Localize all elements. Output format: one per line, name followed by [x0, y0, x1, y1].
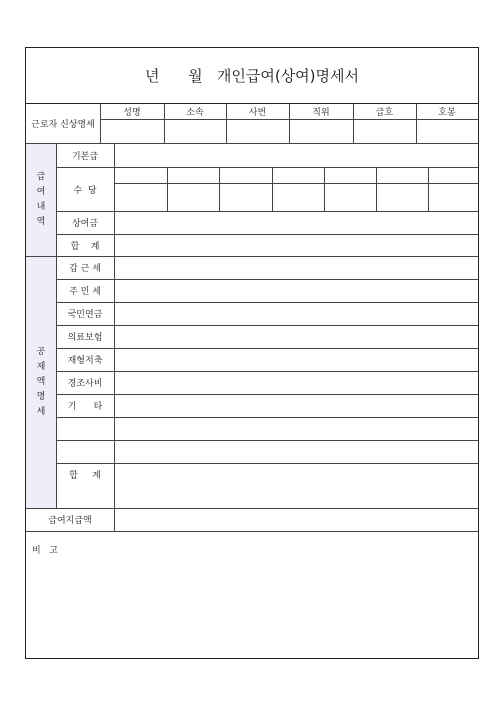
deductions-row-label: 합 계 — [69, 470, 101, 481]
deductions-row-label: 경조사비 — [67, 379, 103, 389]
form-title: 년 월 개인급여(상여)명세서 — [26, 48, 478, 104]
earnings-section-label-char: 역 — [36, 216, 46, 227]
info-column-header: 호봉 — [438, 108, 456, 118]
earnings-section-label — [26, 143, 56, 256]
deductions-value-cell[interactable] — [115, 348, 478, 371]
allowance-subgrid-column — [324, 167, 325, 211]
remarks-area[interactable] — [26, 558, 478, 658]
earnings-value-cell[interactable] — [115, 211, 478, 234]
info-value-cell[interactable] — [100, 119, 164, 143]
deductions-row-label: 국민연금 — [67, 310, 103, 320]
deductions-row-label — [56, 417, 114, 440]
earnings-row-label: 합 계 — [70, 241, 100, 252]
deductions-value-cell[interactable] — [115, 463, 478, 485]
earnings-row-label: 기본급 — [71, 151, 99, 162]
info-column-header: 급호 — [375, 108, 394, 118]
earnings-row-label: 상여금 — [71, 219, 99, 229]
allowance-subgrid-column — [219, 167, 220, 211]
info-value-cell[interactable] — [289, 119, 353, 143]
deductions-value-cell[interactable] — [115, 279, 478, 302]
deductions-value-cell[interactable] — [115, 256, 478, 279]
deductions-value-cell[interactable] — [115, 371, 478, 394]
deductions-section-label-char: 세 — [36, 406, 46, 417]
deductions-row-label: 의료보험 — [67, 333, 103, 343]
earnings-value-cell[interactable] — [115, 143, 478, 167]
allowance-subgrid-column — [167, 167, 168, 211]
deductions-section-label-char: 명 — [36, 391, 46, 402]
earnings-value-cell[interactable] — [115, 234, 478, 256]
deductions-row-label: 갑 근 세 — [69, 264, 101, 274]
employee-info-label: 근로자 신상명세 — [31, 120, 95, 130]
deductions-section-label-char: 공 — [36, 346, 46, 357]
earnings-row-label: 수 당 — [73, 185, 97, 196]
deductions-value-cell[interactable] — [115, 440, 478, 463]
remarks-label: 비 고 — [32, 545, 58, 556]
deductions-section-label-char: 액 — [36, 376, 46, 387]
info-value-cell[interactable] — [164, 119, 226, 143]
net-pay-value-cell[interactable] — [115, 508, 478, 531]
pay-statement-form — [25, 47, 479, 659]
net-pay-label: 급여지급액 — [48, 516, 92, 526]
deductions-section-label-char: 제 — [36, 361, 46, 372]
deductions-value-cell[interactable] — [115, 417, 478, 440]
deductions-value-cell[interactable] — [115, 394, 478, 417]
net-pay-bottom-border — [26, 531, 478, 532]
deductions-value-cell[interactable] — [115, 302, 478, 325]
allowance-subgrid-column — [272, 167, 273, 211]
allowance-subgrid-column — [428, 167, 429, 211]
info-value-cell[interactable] — [353, 119, 416, 143]
deductions-section-label — [26, 256, 56, 508]
earnings-value-cell[interactable] — [115, 167, 478, 211]
deductions-value-cell[interactable] — [115, 325, 478, 348]
earnings-section-label-char: 내 — [36, 201, 46, 212]
deductions-row-label: 기 타 — [67, 402, 103, 412]
allowance-subgrid-divider — [114, 183, 478, 184]
info-column-header: 사번 — [248, 108, 267, 118]
info-value-cell[interactable] — [416, 119, 478, 143]
earnings-section-label-char: 여 — [36, 186, 46, 197]
allowance-subgrid-column — [376, 167, 377, 211]
info-column-header: 성명 — [123, 108, 141, 118]
info-column-header: 소속 — [186, 108, 204, 118]
deductions-row-label — [56, 440, 114, 463]
deductions-row-label: 재형저축 — [67, 356, 103, 366]
deductions-row-label: 주 민 세 — [69, 287, 101, 297]
earnings-section-label-char: 급 — [36, 171, 46, 182]
info-value-cell[interactable] — [226, 119, 289, 143]
info-column-header: 직위 — [312, 108, 330, 118]
